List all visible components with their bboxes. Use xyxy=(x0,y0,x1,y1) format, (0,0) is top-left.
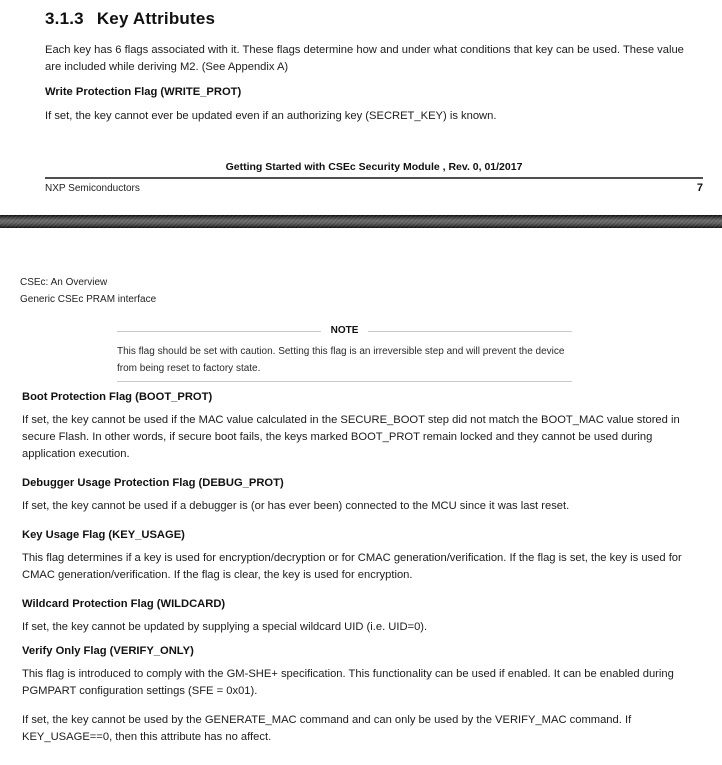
note-header xyxy=(117,325,572,337)
section-number: 3.1.3 xyxy=(45,9,84,28)
note-rule-bottom xyxy=(117,381,572,382)
note-rule-right xyxy=(368,331,572,332)
section-heading xyxy=(45,8,722,29)
flag-paragraph: If set, the key cannot be used if a debugger is (or has ever been) connected to the MCU since it was last reset. xyxy=(22,500,570,512)
flag-sections xyxy=(22,390,682,746)
page-footer xyxy=(45,161,703,194)
footer-doc-title: Getting Started with CSEc Security Module , Rev. 0, 01/2017 xyxy=(225,161,523,173)
running-header-line2: Generic CSEc PRAM interface xyxy=(20,294,157,305)
section-wildcard xyxy=(22,597,682,636)
flag-heading: Debugger Usage Protection Flag (DEBUG_PROT) xyxy=(22,477,284,489)
flag-paragraph: If set, the key cannot be used by the GENERATE_MAC command and can only be used by the VERIFY_MAC command. If KEY_USAGE==0, then this attribute has no affect. xyxy=(22,714,632,743)
note-rule-left xyxy=(117,331,321,332)
running-header-line1: CSEc: An Overview xyxy=(20,277,108,288)
flag-paragraph: If set, the key cannot be updated by supplying a special wildcard UID (i.e. UID=0). xyxy=(22,621,428,633)
flag-paragraph: This flag determines if a key is used for encryption/decryption or for CMAC generation/verification. If the flag is set, the key is used for CMAC generation/verification. If the flag is clear, the key is used for encryption. xyxy=(22,552,682,581)
footer-publisher: NXP Semiconductors xyxy=(45,183,140,194)
flag-heading: Wildcard Protection Flag (WILDCARD) xyxy=(22,598,226,610)
note-text: This flag should be set with caution. Setting this flag is an irreversible step and will prevent the device from being reset to factory state. xyxy=(117,346,565,374)
section-debug-prot xyxy=(22,476,682,515)
footer-page-number: 7 xyxy=(696,182,703,194)
pdf-page-8 xyxy=(0,228,722,746)
write-prot-paragraph: If set, the key cannot ever be updated even if an authorizing key (SECRET_KEY) is known. xyxy=(45,110,497,122)
section-title: Key Attributes xyxy=(96,9,216,28)
intro-paragraph: Each key has 6 flags associated with it. These flags determine how and under what conditions that key can be used. These value are included while deriving M2. (See Appendix A) xyxy=(45,44,684,73)
flag-paragraph: If set, the key cannot be used if the MAC value calculated in the SECURE_BOOT step did not match the BOOT_MAC value stored in secure Flash. In other words, if secure boot fails, the keys marked BOOT_PROT remain locked and they cannot be used during application execution. xyxy=(22,414,680,460)
flag-heading: Key Usage Flag (KEY_USAGE) xyxy=(22,529,185,541)
pdf-page-7 xyxy=(0,0,722,215)
note-block xyxy=(117,325,572,382)
write-prot-heading: Write Protection Flag (WRITE_PROT) xyxy=(45,86,242,98)
footer-rule xyxy=(45,177,703,179)
section-verify-only xyxy=(22,644,682,746)
flag-paragraph: This flag is introduced to comply with the GM-SHE+ specification. This functionality can be used if enabled. It can be enabled during PGMPART configuration settings (SFE = 0x01). xyxy=(22,668,674,697)
page-separator-bar xyxy=(0,215,722,228)
section-key-usage xyxy=(22,528,682,584)
footer-row xyxy=(45,182,703,194)
note-label: NOTE xyxy=(330,325,359,336)
flag-heading: Boot Protection Flag (BOOT_PROT) xyxy=(22,391,213,403)
section-boot-prot xyxy=(22,390,682,463)
flag-heading: Verify Only Flag (VERIFY_ONLY) xyxy=(22,645,194,657)
